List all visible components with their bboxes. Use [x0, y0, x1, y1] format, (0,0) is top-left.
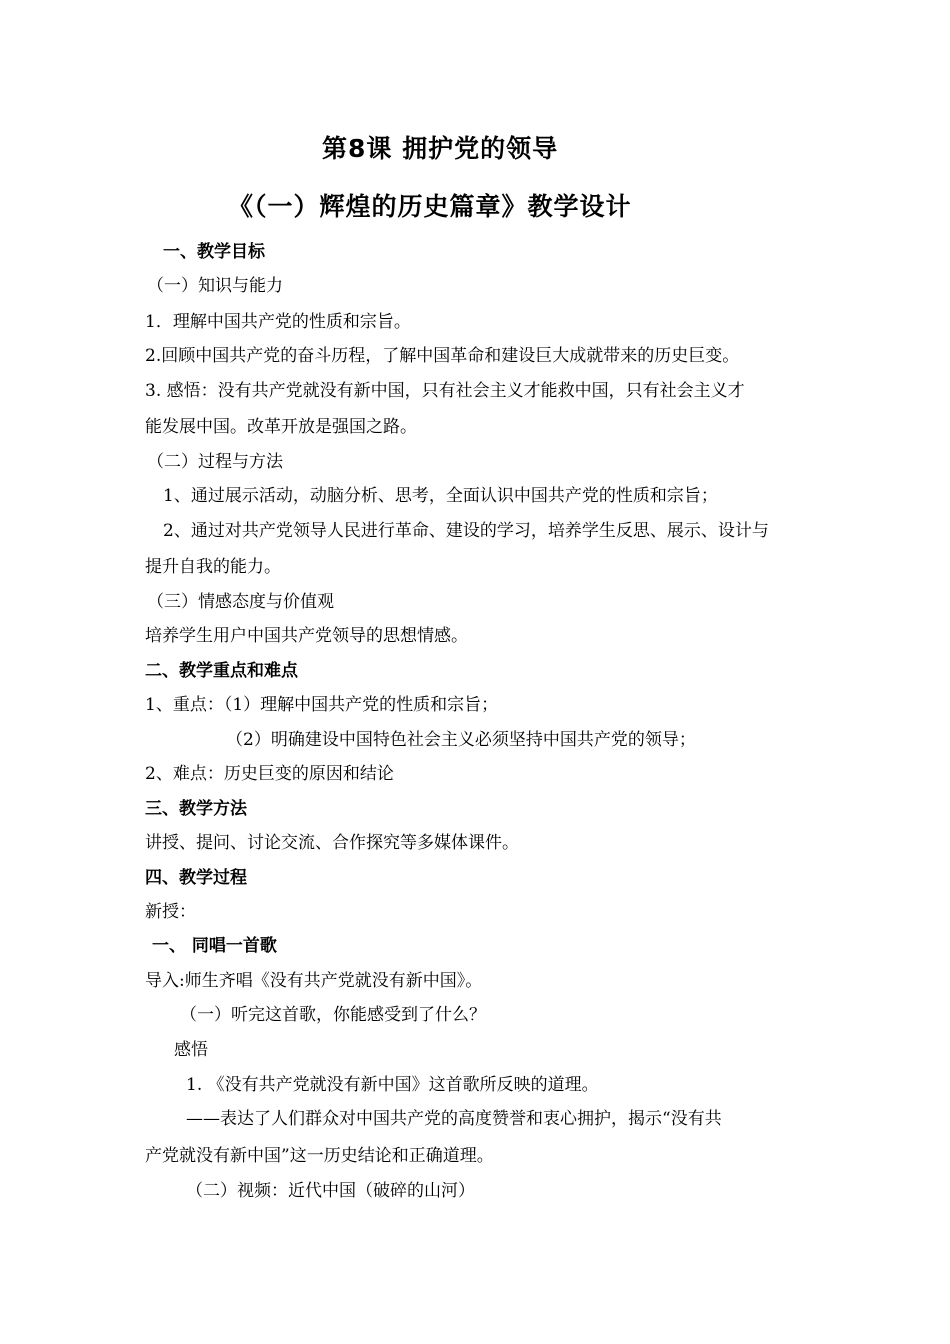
process-item-2-line1: 2、通过对共产党领导人民进行革命、建设的学习，培养学生反思、展示、设计与: [163, 521, 769, 541]
process-item-1: 1、通过展示活动，动脑分析、思考，全面认识中国共产党的性质和宗旨；: [163, 486, 718, 506]
section-process-heading: 四、教学过程: [145, 868, 247, 888]
feeling-2-line1: ——表达了人们群众对中国共产党的高度赞誉和衷心拥护，揭示“没有共: [186, 1109, 722, 1129]
section-key-points-heading: 二、教学重点和难点: [145, 661, 298, 681]
methods-text: 讲授、提问、讨论交流、合作探究等多媒体课件。: [145, 833, 519, 853]
objectives-process-heading: （二）过程与方法: [147, 452, 283, 472]
objectives-item-2: 2.回顾中国共产党的奋斗历程，了解中国革命和建设巨大成就带来的历史巨变。: [145, 346, 740, 366]
process-item-2-line2: 提升自我的能力。: [145, 557, 281, 577]
video-item: （二）视频：近代中国（破碎的山河）: [186, 1181, 475, 1201]
feelings-label: 感悟: [174, 1040, 208, 1060]
difficult-point: 2、难点：历史巨变的原因和结论: [145, 764, 394, 784]
new-lesson-label: 新授：: [145, 902, 196, 922]
section-objectives-heading: 一、教学目标: [163, 242, 265, 262]
section-methods-heading: 三、教学方法: [145, 799, 247, 819]
question-1: （一）听完这首歌，你能感受到了什么？: [180, 1005, 486, 1025]
attitude-text: 培养学生用户中国共产党领导的思想情感。: [145, 626, 468, 646]
key-point-1: 1、重点：（1）理解中国共产党的性质和宗旨；: [145, 695, 499, 715]
part-1-heading: 一、 同唱一首歌: [152, 936, 277, 956]
objectives-item-3-line2: 能发展中国。改革开放是强国之路。: [145, 417, 417, 437]
lesson-title: 第8课 拥护党的领导: [322, 134, 559, 163]
feeling-2-line2: 产党就没有新中国”这一历史结论和正确道理。: [145, 1146, 494, 1166]
intro-text: 导入:师生齐唱《没有共产党就没有新中国》。: [145, 971, 483, 991]
objectives-item-1: 1．理解中国共产党的性质和宗旨。: [145, 312, 411, 332]
feeling-1: 1. 《没有共产党就没有新中国》这首歌所反映的道理。: [186, 1075, 599, 1095]
key-point-2: （2）明确建设中国特色社会主义必须坚持中国共产党的领导；: [226, 730, 696, 750]
lesson-subtitle: 《（一）辉煌的历史篇章》教学设计: [228, 192, 632, 221]
objectives-item-3-line1: 3. 感悟：没有共产党就没有新中国，只有社会主义才能救中国，只有社会主义才: [145, 381, 745, 401]
objectives-attitude-heading: （三）情感态度与价值观: [147, 592, 334, 612]
objectives-knowledge-heading: （一）知识与能力: [147, 276, 283, 296]
